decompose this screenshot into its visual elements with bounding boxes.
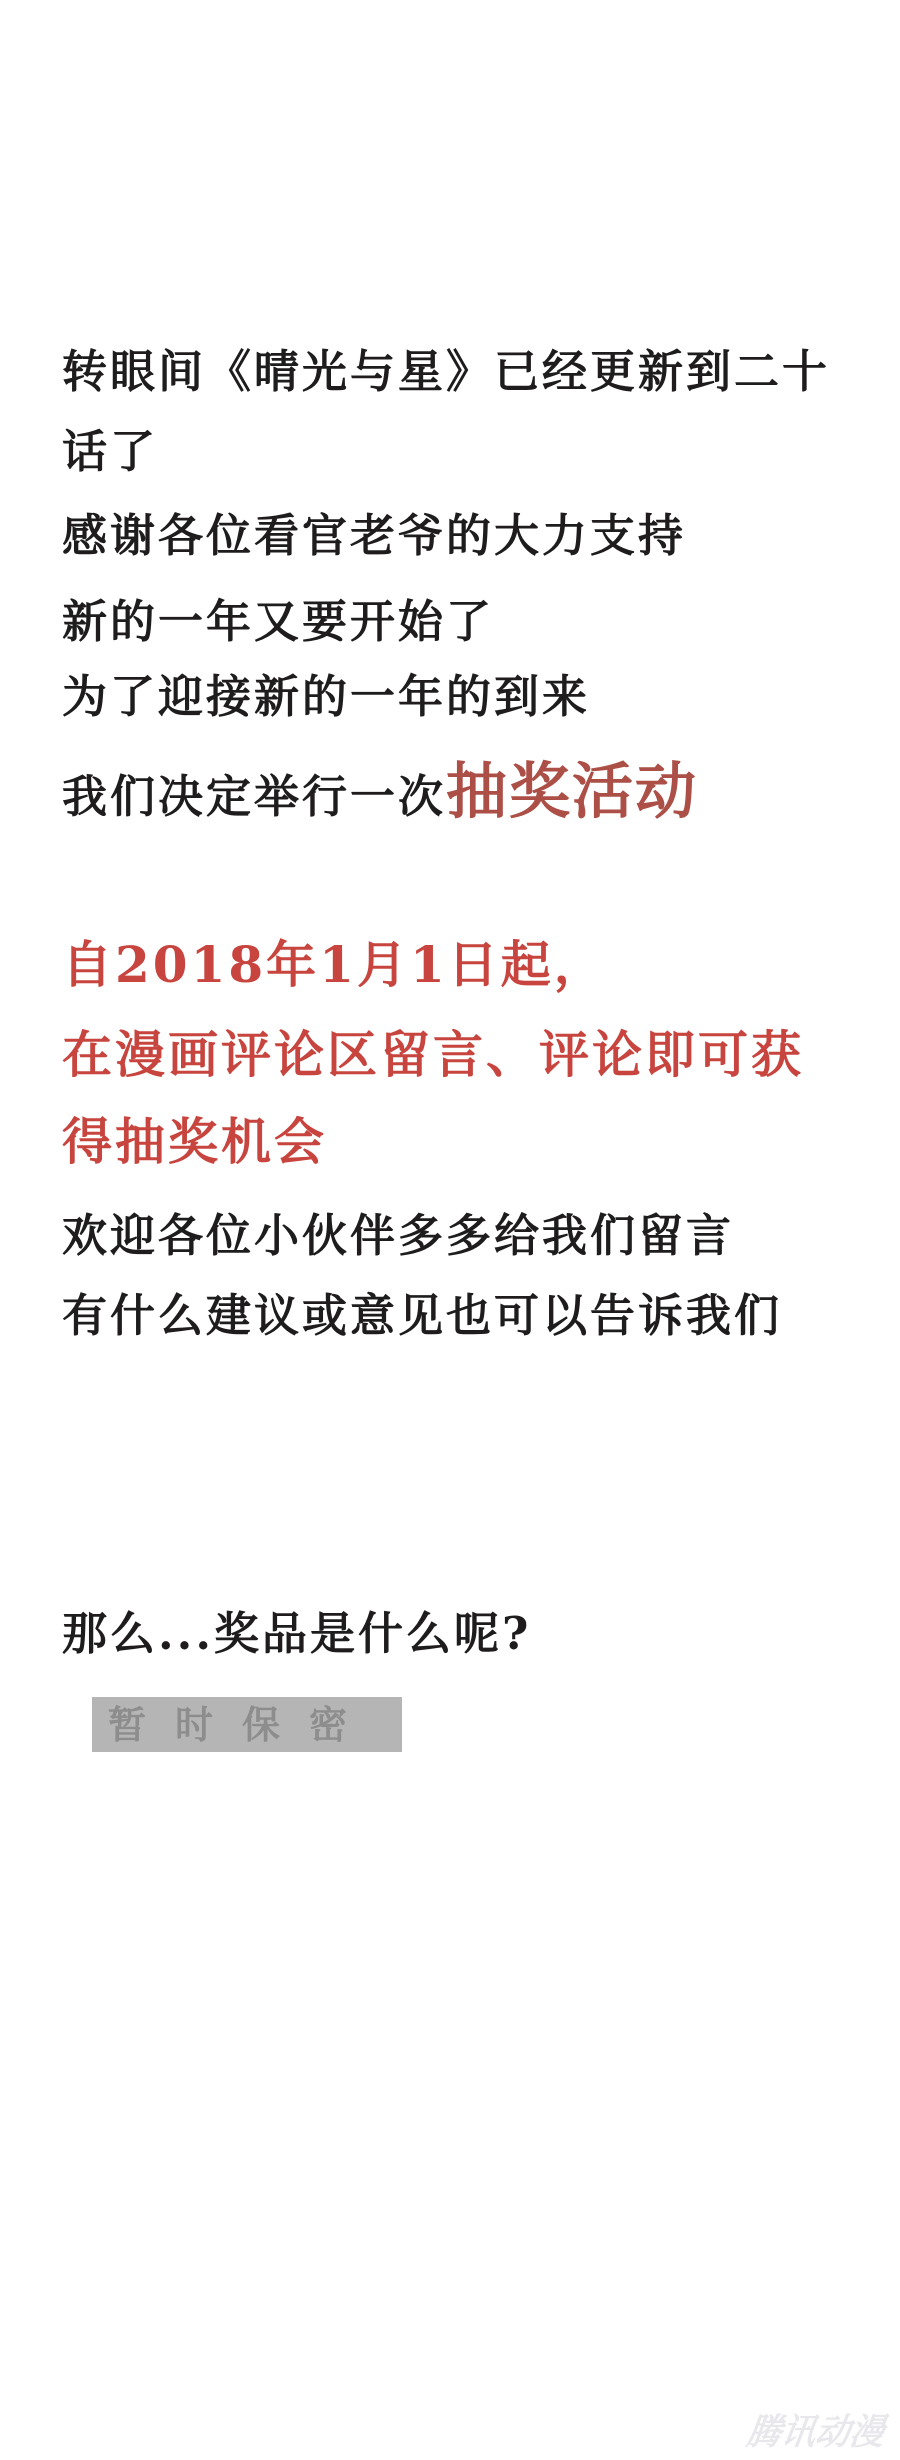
rules-line-1: 自2018年1月1日起， — [62, 935, 607, 994]
lottery-highlight: 抽奖活动 — [446, 756, 699, 827]
prize-question: 那么...奖品是什么呢? — [62, 1607, 532, 1660]
platform-watermark: 腾讯动漫 — [744, 2411, 887, 2453]
invite-line-2: 有什么建议或意见也可以告诉我们 — [62, 1289, 783, 1342]
invite-line-1: 欢迎各位小伙伴多多给我们留言 — [62, 1209, 735, 1262]
intro-line-6 — [62, 757, 698, 827]
intro-line-3: 感谢各位看官老爷的大力支持 — [62, 509, 687, 562]
intro-line-6-black: 我们决定举行一次 — [62, 770, 447, 823]
intro-line-5: 为了迎接新的一年的到来 — [62, 670, 591, 723]
intro-line-2: 话了 — [62, 425, 159, 478]
secret-badge: 暂时保密 — [92, 1697, 402, 1752]
rules-line-3: 得抽奖机会 — [62, 1112, 327, 1171]
intro-line-4: 新的一年又要开始了 — [62, 595, 495, 648]
rules-line-2: 在漫画评论区留言、评论即可获 — [62, 1025, 804, 1084]
intro-line-1: 转眼间《晴光与星》已经更新到二十 — [62, 345, 831, 398]
